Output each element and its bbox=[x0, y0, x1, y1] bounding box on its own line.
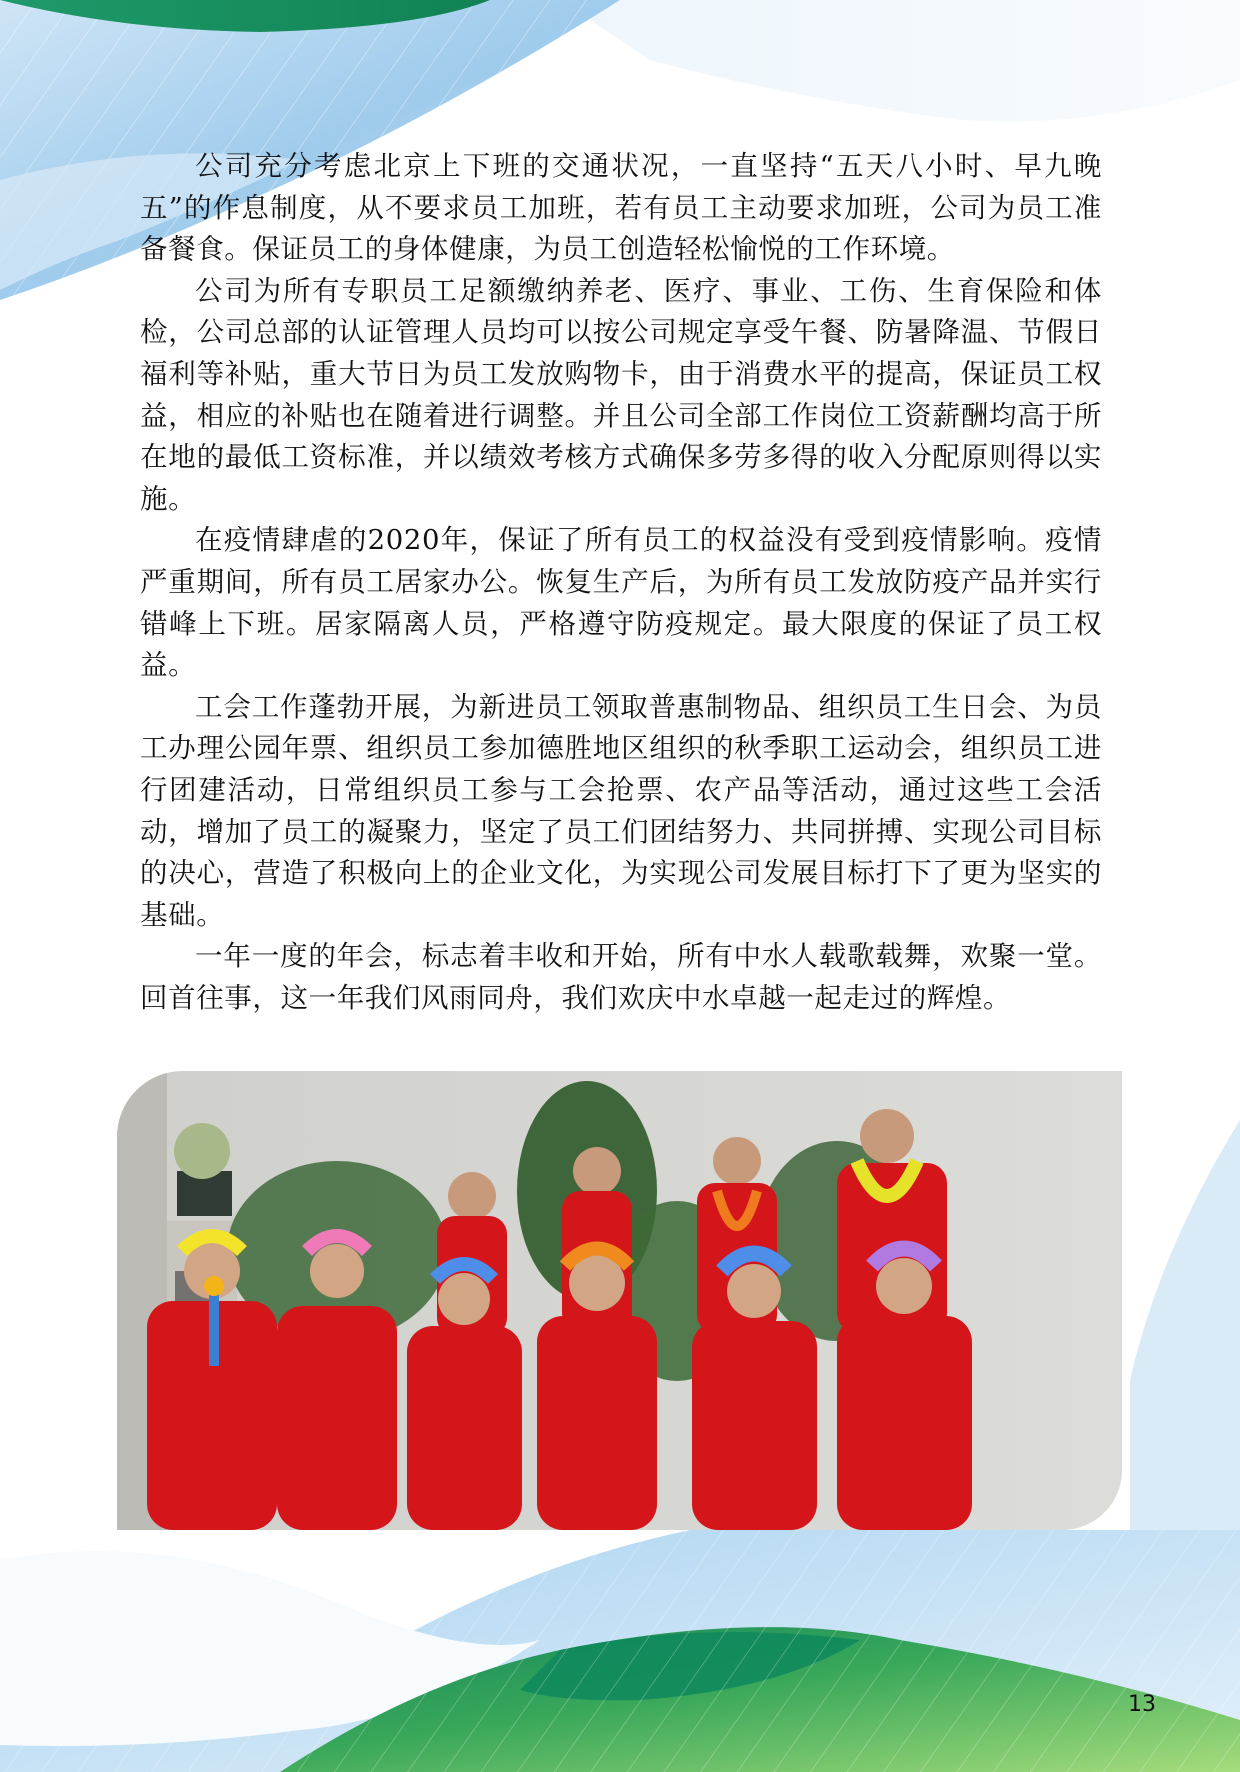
paragraph-epidemic: 在疫情肆虐的2020年，保证了所有员工的权益没有受到疫情影响。疫情严重期间，所有员工居家办公。恢复生产后，为所有员工发放防疫产品并实行错峰上下班。居家隔离人员，严格遵守防疫规定。最大限度的保证了员工权益。 bbox=[140, 524, 1102, 682]
paragraph-benefits: 公司为所有专职员工足额缴纳养老、医疗、事业、工伤、生育保险和体检，公司总部的认证管理人员均可以按公司规定享受午餐、防暑降温、节假日福利等补贴，重大节日为员工发放购物卡，由于消费水平的提高，保证员工权益，相应的补贴也在随着进行调整。并且公司全部工作岗位工资薪酬均高于所在地的最低工资标准，并以绩效考核方式确保多劳多得的收入分配原则得以实施。 bbox=[140, 274, 1102, 515]
paragraph-working-hours: 公司充分考虑北京上下班的交通状况，一直坚持“五天八小时、早九晚五”的作息制度，从不要求员工加班，若有员工主动要求加班，公司为员工准备餐食。保证员工的身体健康，为员工创造轻松愉悦的工作环境。 bbox=[140, 150, 1102, 266]
page-number: 13 bbox=[1128, 1692, 1156, 1717]
paragraph-annual-party: 一年一度的年会，标志着丰收和开始，所有中水人载歌载舞，欢聚一堂。回首往事，这一年我们风雨同舟，我们欢庆中水卓越一起走过的辉煌。 bbox=[140, 940, 1102, 1014]
annual-party-photo bbox=[117, 1071, 1122, 1530]
body-text bbox=[140, 146, 1102, 1019]
paragraph-union-activities: 工会工作蓬勃开展，为新进员工领取普惠制物品、组织员工生日会、为员工办理公园年票、组织员工参加德胜地区组织的秋季职工运动会，组织员工进行团建活动，日常组织员工参与工会抢票、农产品等活动，通过这些工会活动，增加了员工的凝聚力，坚定了员工们团结努力、共同拼搏、实现公司目标的决心，营造了积极向上的企业文化，为实现公司发展目标打下了更为坚实的基础。 bbox=[140, 690, 1102, 931]
photo-illustration bbox=[117, 1071, 1122, 1530]
